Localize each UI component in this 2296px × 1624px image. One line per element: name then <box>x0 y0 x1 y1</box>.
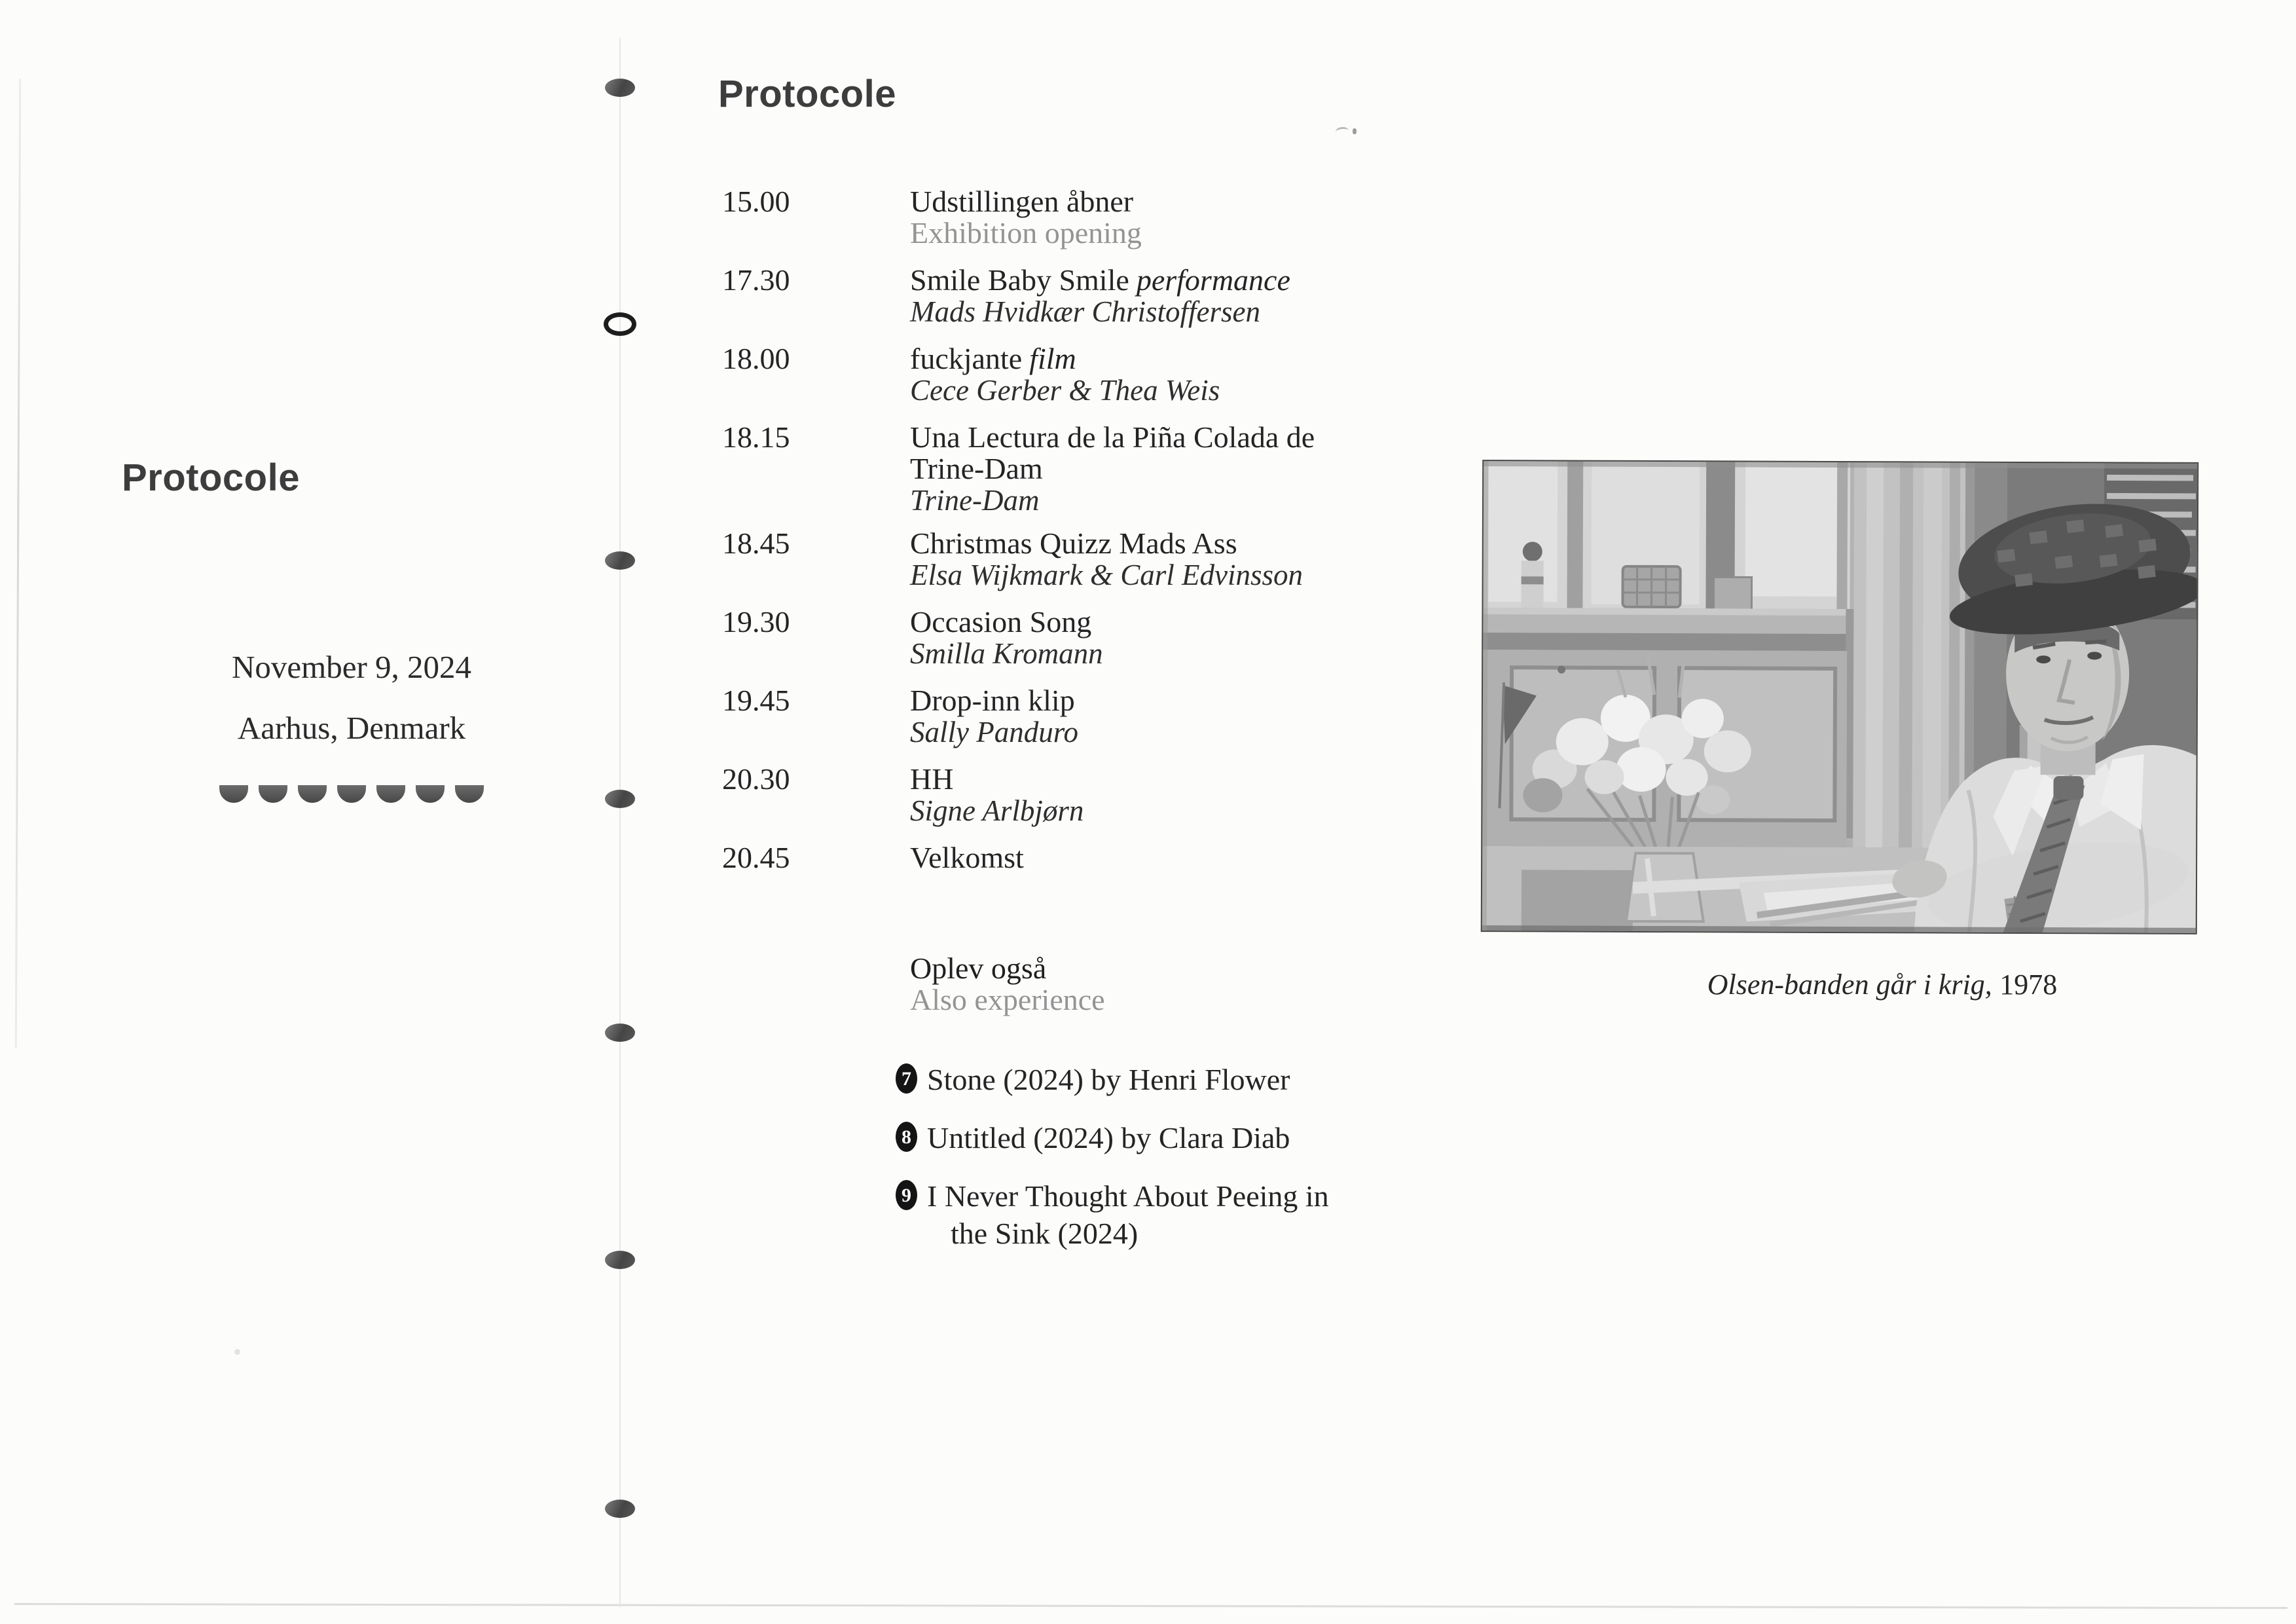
schedule-credit: Elsa Wijkmark & Carl Edvinsson <box>910 559 1303 591</box>
film-still-illustration <box>1482 461 2197 933</box>
schedule-time: 19.45 <box>722 684 790 717</box>
schedule-time: 15.00 <box>722 185 790 218</box>
also-experience-heading <box>910 953 1105 1016</box>
program-page-title: Protocole <box>718 73 896 115</box>
numbered-bullet-icon: 9 <box>896 1180 917 1210</box>
schedule-row <box>722 343 1344 406</box>
binder-hole-filled-icon <box>605 79 635 97</box>
binder-hole-filled-icon <box>605 1251 635 1269</box>
schedule-row <box>722 422 1344 516</box>
event-date-location <box>172 648 532 747</box>
also-experience-english: Also experience <box>910 983 1105 1016</box>
scallop-row <box>219 785 484 803</box>
scan-speck-icon <box>1353 128 1357 134</box>
schedule-credit: Trine-Dam <box>910 484 1040 517</box>
schedule-entry <box>910 764 1336 826</box>
photo-caption <box>1525 968 2239 1001</box>
photo-caption-title: Olsen-banden går i krig, <box>1707 969 1992 1001</box>
binder-hole-ring-icon <box>604 312 636 336</box>
also-experience-list <box>896 1061 1432 1273</box>
schedule-row <box>722 186 1344 249</box>
page-left-edge-line <box>15 79 21 1048</box>
schedule-credit: Mads Hvidkær Christoffersen <box>910 295 1260 328</box>
list-item-text: I Never Thought About Peeing in the Sink (2024) <box>927 1179 1329 1250</box>
schedule-entry <box>910 842 1336 874</box>
binder-hole-filled-icon <box>605 1500 635 1518</box>
half-circle-icon <box>219 785 248 803</box>
schedule-title: Smile Baby Smile performance <box>910 263 1290 297</box>
numbered-bullet-icon: 7 <box>896 1063 917 1094</box>
list-item <box>896 1061 1432 1098</box>
schedule-time: 17.30 <box>722 263 790 297</box>
schedule-entry <box>910 528 1336 591</box>
fold-crease-line <box>619 38 621 1607</box>
schedule-title: Drop-inn klip <box>910 684 1075 717</box>
schedule-credit: Sally Panduro <box>910 716 1079 748</box>
binder-hole-filled-icon <box>605 551 635 570</box>
schedule-entry <box>910 265 1336 327</box>
schedule-title: Udstillingen åbner <box>910 185 1134 218</box>
schedule-row <box>722 265 1344 327</box>
half-circle-icon <box>455 785 484 803</box>
schedule-time: 20.30 <box>722 762 790 796</box>
schedule-row <box>722 842 1344 874</box>
schedule-credit: Signe Arlbjørn <box>910 794 1084 827</box>
list-item-text: Untitled (2024) by Clara Diab <box>927 1121 1290 1154</box>
curtain <box>1853 462 1975 848</box>
list-item-text: Stone (2024) by Henri Flower <box>927 1063 1290 1096</box>
schedule-entry <box>910 685 1336 748</box>
schedule-translation: Exhibition opening <box>910 216 1142 249</box>
schedule-row <box>722 606 1344 669</box>
event-location: Aarhus, Denmark <box>237 710 466 746</box>
scan-speck-icon <box>1335 126 1349 136</box>
schedule-time: 18.00 <box>722 342 790 375</box>
page-bottom-edge-line <box>14 1603 2287 1609</box>
schedule-row <box>722 685 1344 748</box>
schedule-title: fuckjante film <box>910 342 1076 375</box>
schedule-entry <box>910 606 1336 669</box>
half-circle-icon <box>416 785 445 803</box>
event-date: November 9, 2024 <box>231 649 472 685</box>
schedule-time: 19.30 <box>722 605 790 638</box>
schedule-time: 20.45 <box>722 841 790 874</box>
binder-hole-filled-icon <box>605 1024 635 1042</box>
schedule-credit: Cece Gerber & Thea Weis <box>910 374 1220 407</box>
also-experience-danish: Oplev også <box>910 951 1047 985</box>
half-circle-icon <box>259 785 287 803</box>
schedule-title: Christmas Quizz Mads Ass <box>910 526 1237 560</box>
schedule-title: Una Lectura de la Piña Colada de Trine-Dam <box>910 420 1315 485</box>
schedule-entry <box>910 186 1336 249</box>
schedule-entry <box>910 422 1336 516</box>
schedule-time: 18.45 <box>722 526 790 560</box>
schedule-list <box>722 186 1344 889</box>
scan-speck-icon <box>234 1349 240 1355</box>
schedule-row <box>722 528 1344 591</box>
list-item <box>896 1177 1432 1252</box>
schedule-entry <box>910 343 1336 406</box>
schedule-row <box>722 764 1344 826</box>
left-page-title: Protocole <box>122 456 300 499</box>
schedule-title: Velkomst <box>910 841 1024 874</box>
half-circle-icon <box>376 785 405 803</box>
binder-hole-filled-icon <box>605 790 635 808</box>
schedule-title: HH <box>910 762 954 796</box>
schedule-time: 18.15 <box>722 420 790 454</box>
list-item <box>896 1119 1432 1156</box>
numbered-bullet-icon: 8 <box>896 1122 917 1152</box>
film-still-photo <box>1482 461 2197 933</box>
half-circle-icon <box>298 785 327 803</box>
schedule-credit: Smilla Kromann <box>910 637 1103 670</box>
photo-caption-year: 1978 <box>1999 969 2058 1001</box>
half-circle-icon <box>337 785 366 803</box>
schedule-title: Occasion Song <box>910 605 1092 638</box>
